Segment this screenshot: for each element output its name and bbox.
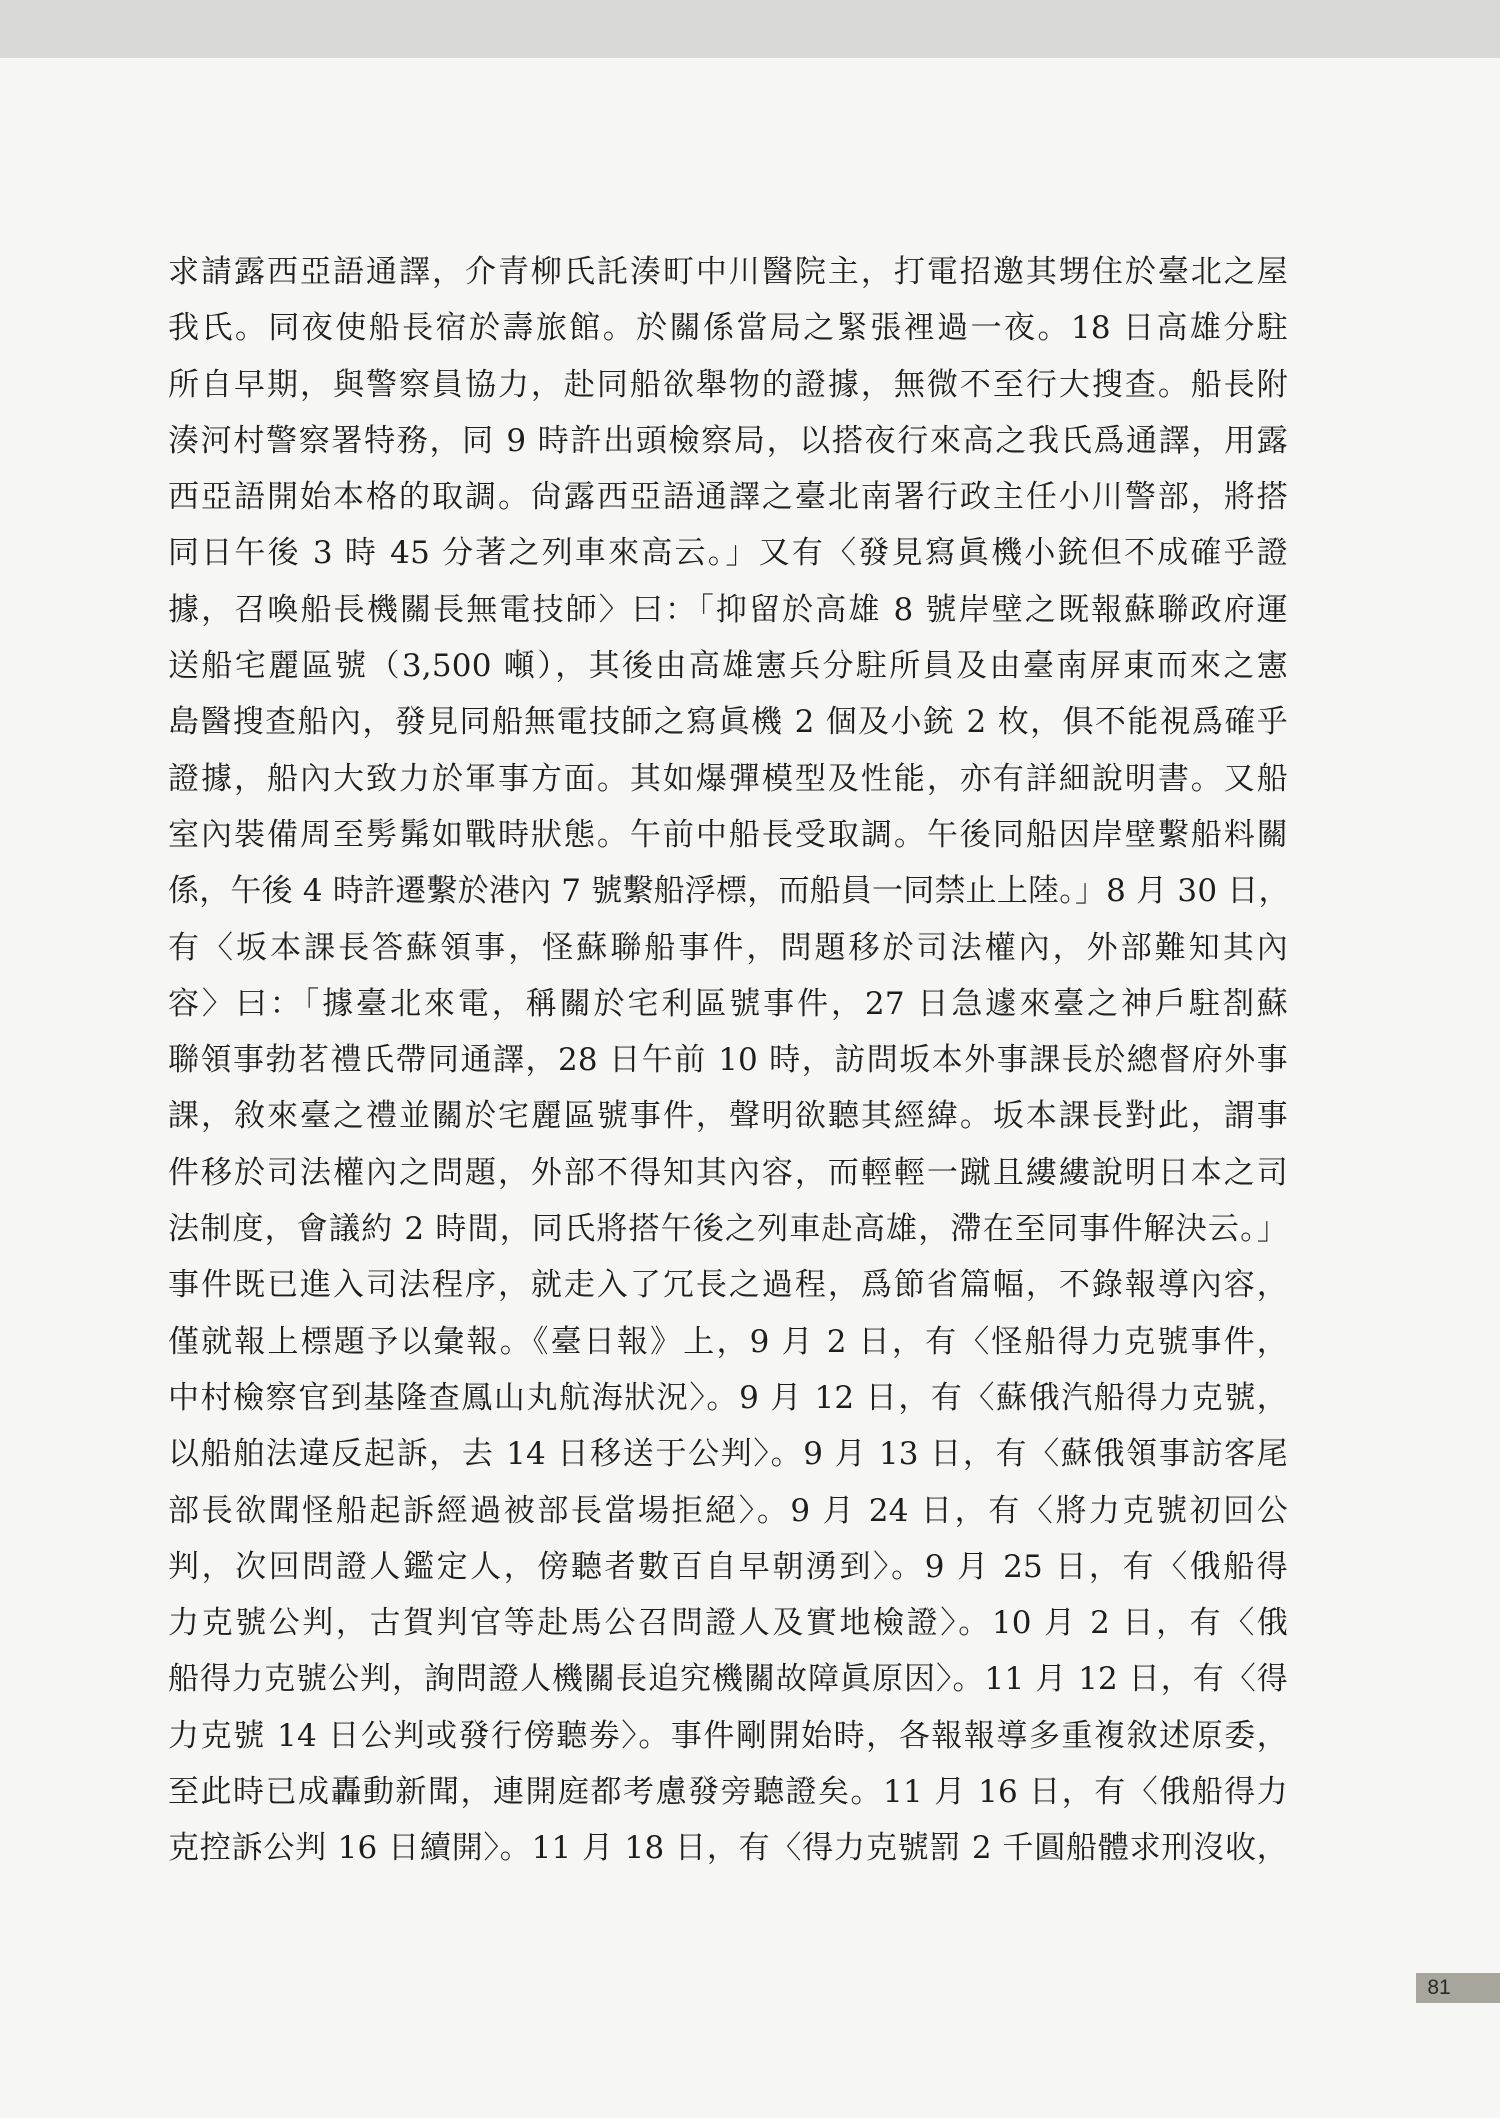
text-line: 判，次回問證人鑑定人，傍聽者數百自早朝湧到〉。9 月 25 日，有〈俄船得 bbox=[168, 1548, 1288, 1585]
text-line: 法制度，會議約 2 時間，同氏將搭午後之列車赴高雄，滯在至同事件解決云。」 bbox=[168, 1211, 1288, 1248]
body-text bbox=[168, 244, 1288, 1877]
text-line: 西亞語開始本格的取調。尙露西亞語通譯之臺北南署行政主任小川警部，將搭 bbox=[168, 479, 1288, 516]
text-line: 據，召喚船長機關長無電技師〉曰：「抑留於高雄 8 號岸壁之既報蘇聯政府運 bbox=[168, 591, 1288, 628]
text-line: 證據，船內大致力於軍事方面。其如爆彈模型及性能，亦有詳細說明書。又船 bbox=[168, 760, 1288, 797]
text-line: 克控訴公判 16 日續開〉。11 月 18 日，有〈得力克號罰 2 千圓船體求刑沒收， bbox=[168, 1830, 1288, 1867]
text-line: 係，午後 4 時許遷繫於港內 7 號繫船浮標，而船員一同禁止上陸。」8 月 30 日， bbox=[168, 873, 1290, 910]
text-line: 船得力克號公判，詢問證人機關長追究機關故障眞原因〉。11 月 12 日，有〈得 bbox=[168, 1661, 1288, 1698]
text-line: 同日午後 3 時 45 分著之列車來高云。」又有〈發見寫眞機小銃但不成確乎證 bbox=[168, 535, 1288, 572]
text-line: 課，敘來臺之禮並關於宅麗區號事件，聲明欲聽其經緯。坂本課長對此，謂事 bbox=[168, 1098, 1288, 1135]
text-line: 聯領事勃茗禮氏帶同通譯，28 日午前 10 時，訪問坂本外事課長於總督府外事 bbox=[168, 1042, 1288, 1079]
text-line: 島醫搜查船內，發見同船無電技師之寫眞機 2 個及小銃 2 枚，俱不能視爲確乎 bbox=[168, 704, 1288, 741]
text-line: 事件既已進入司法程序，就走入了冗長之過程，爲節省篇幅，不錄報導內容， bbox=[168, 1267, 1288, 1304]
text-line: 中村檢察官到基隆查鳳山丸航海狀況〉。9 月 12 日，有〈蘇俄汽船得力克號， bbox=[168, 1379, 1288, 1416]
text-line: 容〉曰：「據臺北來電，稱關於宅利區號事件，27 日急遽來臺之神戶駐剳蘇 bbox=[168, 985, 1288, 1022]
text-line: 部長欲聞怪船起訴經過被部長當場拒絕〉。9 月 24 日，有〈將力克號初回公 bbox=[168, 1492, 1288, 1529]
text-line: 力克號 14 日公判或發行傍聽劵〉。事件剛開始時，各報報導多重複敘述原委， bbox=[168, 1717, 1288, 1754]
scan-top-band bbox=[0, 0, 1500, 58]
text-line: 送船宅麗區號（3,500 噸），其後由高雄憲兵分駐所員及由臺南屏東而來之憲 bbox=[168, 648, 1288, 685]
text-line: 有〈坂本課長答蘇領事，怪蘇聯船事件，問題移於司法權內，外部難知其內 bbox=[168, 929, 1288, 966]
text-line: 湊河村警察署特務，同 9 時許出頭檢察局，以搭夜行來高之我氏爲通譯，用露 bbox=[168, 422, 1288, 459]
text-line: 所自早期，與警察員協力，赴同船欲舉物的證據，無微不至行大搜查。船長附 bbox=[168, 366, 1288, 403]
text-line: 求請露西亞語通譯，介青柳氏託湊町中川醫院主，打電招邀其甥住於臺北之屋 bbox=[168, 254, 1288, 290]
text-line: 力克號公判，古賀判官等赴馬公召問證人及實地檢證〉。10 月 2 日，有〈俄 bbox=[168, 1605, 1288, 1642]
text-line: 以船舶法違反起訴，去 14 日移送于公判〉。9 月 13 日，有〈蘇俄領事訪客尾 bbox=[168, 1436, 1288, 1473]
text-line: 至此時已成轟動新聞，連開庭都考慮發旁聽證矣。11 月 16 日，有〈俄船得力 bbox=[168, 1774, 1288, 1811]
text-line: 件移於司法權內之問題，外部不得知其內容，而輕輕一蹴且縷縷說明日本之司 bbox=[168, 1154, 1288, 1191]
text-line: 室內裝備周至髣髴如戰時狀態。午前中船長受取調。午後同船因岸壁繫船料關 bbox=[168, 816, 1288, 853]
page-number: 81 bbox=[1427, 1976, 1451, 1999]
text-line: 僅就報上標題予以彙報。《臺日報》上，9 月 2 日，有〈怪船得力克號事件， bbox=[168, 1323, 1288, 1360]
text-line: 我氏。同夜使船長宿於壽旅館。於關係當局之緊張裡過一夜。18 日高雄分駐 bbox=[168, 310, 1288, 347]
